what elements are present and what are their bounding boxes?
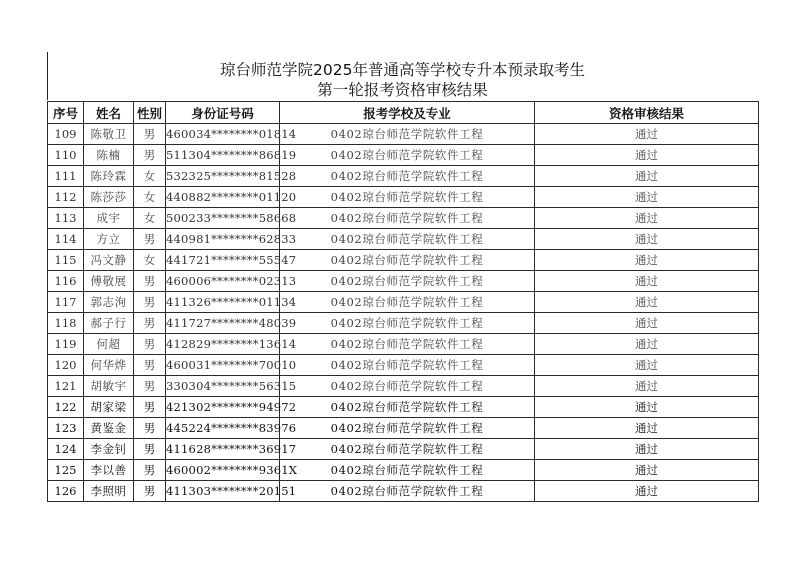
- row-name: 成宇: [84, 208, 134, 229]
- row-gender: 男: [134, 145, 166, 166]
- row-gender: 男: [134, 397, 166, 418]
- row-name: 胡敏宇: [84, 376, 134, 397]
- row-school-major: 0402琼台师范学院软件工程: [280, 250, 535, 271]
- row-seq: 112: [48, 187, 84, 208]
- row-review-result: 通过: [535, 292, 759, 313]
- row-school-major: 0402琼台师范学院软件工程: [280, 355, 535, 376]
- table-row: [48, 355, 759, 376]
- row-name: 郭志洵: [84, 292, 134, 313]
- row-gender: 男: [134, 376, 166, 397]
- row-id-number: 440981********62833: [166, 229, 280, 250]
- row-school-major: 0402琼台师范学院软件工程: [280, 229, 535, 250]
- title-line-1: 琼台师范学院2025年普通高等学校专升本预录取考生: [220, 61, 585, 79]
- header-school-major: 报考学校及专业: [280, 102, 535, 124]
- row-school-major: 0402琼台师范学院软件工程: [280, 187, 535, 208]
- row-name: 李照明: [84, 481, 134, 502]
- row-school-major: 0402琼台师范学院软件工程: [280, 439, 535, 460]
- row-id-number: 411628********36917: [166, 439, 280, 460]
- row-gender: 男: [134, 334, 166, 355]
- row-school-major: 0402琼台师范学院软件工程: [280, 313, 535, 334]
- row-id-number: 445224********83976: [166, 418, 280, 439]
- row-gender: 男: [134, 292, 166, 313]
- row-review-result: 通过: [535, 124, 759, 145]
- row-review-result: 通过: [535, 334, 759, 355]
- row-id-number: 411303********20151: [166, 481, 280, 502]
- row-review-result: 通过: [535, 250, 759, 271]
- row-seq: 120: [48, 355, 84, 376]
- table-row: [48, 313, 759, 334]
- row-seq: 123: [48, 418, 84, 439]
- row-review-result: 通过: [535, 418, 759, 439]
- row-id-number: 441721********55547: [166, 250, 280, 271]
- table-row: [48, 271, 759, 292]
- row-gender: 男: [134, 418, 166, 439]
- row-gender: 男: [134, 355, 166, 376]
- row-name: 陈玲霖: [84, 166, 134, 187]
- row-gender: 男: [134, 313, 166, 334]
- row-seq: 124: [48, 439, 84, 460]
- row-review-result: 通过: [535, 208, 759, 229]
- row-id-number: 460034********01814: [166, 124, 280, 145]
- row-name: 陈楠: [84, 145, 134, 166]
- row-id-number: 330304********56315: [166, 376, 280, 397]
- row-review-result: 通过: [535, 166, 759, 187]
- row-name: 郝子行: [84, 313, 134, 334]
- table-row: [48, 124, 759, 145]
- row-review-result: 通过: [535, 145, 759, 166]
- row-id-number: 440882********01120: [166, 187, 280, 208]
- table-row: [48, 376, 759, 397]
- row-gender: 男: [134, 124, 166, 145]
- table-row: [48, 145, 759, 166]
- row-seq: 122: [48, 397, 84, 418]
- row-review-result: 通过: [535, 313, 759, 334]
- row-id-number: 421302********94972: [166, 397, 280, 418]
- row-name: 傅敬展: [84, 271, 134, 292]
- row-review-result: 通过: [535, 376, 759, 397]
- table-row: [48, 208, 759, 229]
- row-review-result: 通过: [535, 355, 759, 376]
- review-results-table: [47, 101, 759, 502]
- row-gender: 女: [134, 187, 166, 208]
- row-name: 冯文静: [84, 250, 134, 271]
- row-school-major: 0402琼台师范学院软件工程: [280, 292, 535, 313]
- row-school-major: 0402琼台师范学院软件工程: [280, 124, 535, 145]
- row-seq: 114: [48, 229, 84, 250]
- row-name: 李金钊: [84, 439, 134, 460]
- row-review-result: 通过: [535, 229, 759, 250]
- row-id-number: 532325********81528: [166, 166, 280, 187]
- row-name: 何华烨: [84, 355, 134, 376]
- row-seq: 126: [48, 481, 84, 502]
- row-gender: 女: [134, 166, 166, 187]
- row-seq: 118: [48, 313, 84, 334]
- row-id-number: 500233********58668: [166, 208, 280, 229]
- row-school-major: 0402琼台师范学院软件工程: [280, 271, 535, 292]
- header-review-result: 资格审核结果: [535, 102, 759, 124]
- row-seq: 113: [48, 208, 84, 229]
- row-review-result: 通过: [535, 397, 759, 418]
- row-review-result: 通过: [535, 460, 759, 481]
- row-school-major: 0402琼台师范学院软件工程: [280, 166, 535, 187]
- row-gender: 男: [134, 460, 166, 481]
- row-seq: 109: [48, 124, 84, 145]
- row-seq: 116: [48, 271, 84, 292]
- row-seq: 117: [48, 292, 84, 313]
- row-id-number: 411326********01134: [166, 292, 280, 313]
- table-row: [48, 397, 759, 418]
- row-seq: 110: [48, 145, 84, 166]
- row-name: 陈敬卫: [84, 124, 134, 145]
- row-seq: 121: [48, 376, 84, 397]
- row-school-major: 0402琼台师范学院软件工程: [280, 334, 535, 355]
- table-row: [48, 460, 759, 481]
- row-seq: 119: [48, 334, 84, 355]
- row-school-major: 0402琼台师范学院软件工程: [280, 418, 535, 439]
- table-row: [48, 166, 759, 187]
- table-row: [48, 418, 759, 439]
- row-school-major: 0402琼台师范学院软件工程: [280, 481, 535, 502]
- row-name: 黄鉴金: [84, 418, 134, 439]
- row-school-major: 0402琼台师范学院软件工程: [280, 397, 535, 418]
- row-seq: 125: [48, 460, 84, 481]
- row-name: 陈莎莎: [84, 187, 134, 208]
- row-school-major: 0402琼台师范学院软件工程: [280, 376, 535, 397]
- table-row: [48, 439, 759, 460]
- row-school-major: 0402琼台师范学院软件工程: [280, 208, 535, 229]
- row-seq: 115: [48, 250, 84, 271]
- header-seq: 序号: [48, 102, 84, 124]
- row-gender: 女: [134, 250, 166, 271]
- table-row: [48, 481, 759, 502]
- header-id-number: 身份证号码: [166, 102, 280, 124]
- row-id-number: 411727********48039: [166, 313, 280, 334]
- table-body: [48, 124, 759, 502]
- header-name: 姓名: [84, 102, 134, 124]
- row-gender: 男: [134, 481, 166, 502]
- table-row: [48, 292, 759, 313]
- row-review-result: 通过: [535, 439, 759, 460]
- row-review-result: 通过: [535, 481, 759, 502]
- row-gender: 男: [134, 439, 166, 460]
- header-gender: 性别: [134, 102, 166, 124]
- row-id-number: 460031********70010: [166, 355, 280, 376]
- row-id-number: 460002********9361X: [166, 460, 280, 481]
- table-row: [48, 187, 759, 208]
- row-gender: 男: [134, 271, 166, 292]
- row-name: 李以善: [84, 460, 134, 481]
- row-id-number: 412829********13614: [166, 334, 280, 355]
- row-id-number: 460006********02313: [166, 271, 280, 292]
- row-school-major: 0402琼台师范学院软件工程: [280, 460, 535, 481]
- row-name: 何超: [84, 334, 134, 355]
- row-name: 方立: [84, 229, 134, 250]
- row-gender: 女: [134, 208, 166, 229]
- row-gender: 男: [134, 229, 166, 250]
- document-title: [47, 60, 758, 100]
- row-name: 胡家梁: [84, 397, 134, 418]
- table-row: [48, 334, 759, 355]
- row-review-result: 通过: [535, 187, 759, 208]
- table-row: [48, 250, 759, 271]
- title-line-2: 第一轮报考资格审核结果: [317, 81, 488, 99]
- row-review-result: 通过: [535, 271, 759, 292]
- table-header-row: [48, 102, 759, 124]
- row-id-number: 511304********86819: [166, 145, 280, 166]
- row-seq: 111: [48, 166, 84, 187]
- row-school-major: 0402琼台师范学院软件工程: [280, 145, 535, 166]
- table-row: [48, 229, 759, 250]
